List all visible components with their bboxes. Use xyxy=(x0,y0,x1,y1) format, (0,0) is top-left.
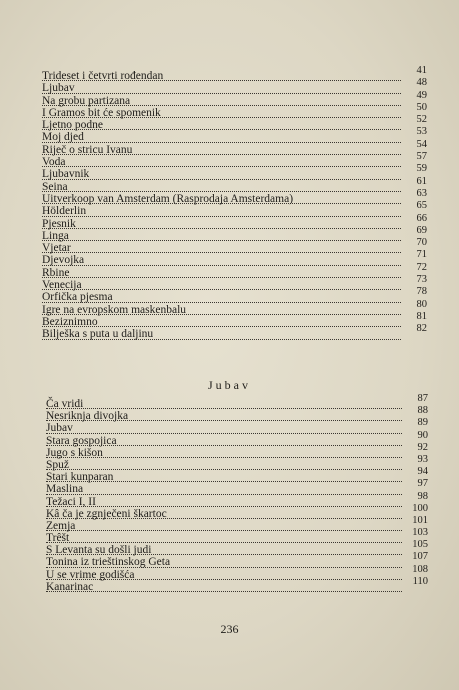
toc-entry-page: 108 xyxy=(412,563,428,575)
toc-entry xyxy=(46,514,428,532)
toc-entry-page: 78 xyxy=(416,286,427,298)
toc-entry-page: 92 xyxy=(417,441,428,453)
toc-entry-page: 87 xyxy=(417,393,428,404)
toc-entry xyxy=(46,441,428,459)
toc-entry-title: Stari kunparan xyxy=(46,471,114,484)
toc-entry xyxy=(46,393,428,410)
dot-leader xyxy=(46,591,402,592)
toc-entry-title: Ljubavnik xyxy=(42,168,90,181)
page-number: 236 xyxy=(220,622,239,636)
toc-entry-page: 57 xyxy=(416,151,427,163)
toc-entry-title: Riječ o stricu Ivanu xyxy=(42,143,133,156)
dot-leader xyxy=(46,530,402,531)
toc-entry-title: Ča vridi xyxy=(46,398,84,410)
toc-entry xyxy=(42,212,427,230)
toc-entry-page: 71 xyxy=(416,249,427,261)
toc-entry xyxy=(46,575,428,593)
toc-entry-title: Moj djed xyxy=(42,131,84,144)
toc-entry xyxy=(42,187,427,205)
toc-entry-page: 98 xyxy=(417,490,428,502)
dot-leader xyxy=(42,228,401,229)
section-heading: Jubav xyxy=(208,378,251,392)
toc-entry-page: 48 xyxy=(416,77,427,89)
toc-entry-title: Hölderlin xyxy=(42,205,87,218)
toc-entry xyxy=(42,101,427,119)
toc-entry-title: Spuž xyxy=(46,458,69,471)
toc-entry xyxy=(46,453,428,471)
toc-entry-page: 69 xyxy=(416,224,427,236)
toc-entry-title: Jugo s kišon xyxy=(46,446,103,459)
toc-entry-page: 90 xyxy=(417,429,428,441)
toc-entry xyxy=(46,563,428,581)
toc-entry-title: Bilješka s puta u daljinu xyxy=(42,328,154,341)
toc-section-2 xyxy=(46,393,428,593)
toc-entry-title: Seina xyxy=(42,180,68,193)
dot-leader xyxy=(46,469,402,470)
toc-entry-title: U se vrime godišća xyxy=(46,568,135,581)
toc-entry-page: 80 xyxy=(416,298,427,310)
dot-leader xyxy=(42,216,401,217)
toc-entry-page: 82 xyxy=(416,323,427,335)
toc-entry-page: 81 xyxy=(416,310,427,322)
dot-leader xyxy=(42,142,401,143)
toc-entry-title: Voda xyxy=(42,156,66,169)
dot-leader xyxy=(42,166,401,167)
toc-entry-title: Venecija xyxy=(42,279,82,292)
dot-leader xyxy=(42,240,401,241)
toc-entry-page: 53 xyxy=(416,126,427,138)
toc-entry-page: 65 xyxy=(416,200,427,212)
toc-entry xyxy=(42,65,427,82)
toc-entry-page: 97 xyxy=(417,478,428,490)
toc-entry-title: Ljubav xyxy=(42,82,75,95)
toc-entry-title: Beziznimno xyxy=(42,315,98,328)
toc-entry-page: 89 xyxy=(417,417,428,429)
toc-entry-page: 63 xyxy=(416,187,427,199)
toc-entry-page: 49 xyxy=(416,89,427,101)
toc-entry-title: Kâ ča je zgnječeni škartoc xyxy=(46,507,167,520)
toc-entry-page: 59 xyxy=(416,163,427,175)
dot-leader xyxy=(42,93,401,94)
toc-entry-page: 72 xyxy=(416,261,427,273)
toc-entry-page: 93 xyxy=(417,453,428,465)
toc-entry-title: I Gramos bit će spomenik xyxy=(42,106,161,119)
toc-entry-title: Orfička pjesma xyxy=(42,291,113,304)
toc-entry xyxy=(46,502,428,520)
toc-entry-page: 73 xyxy=(416,274,427,286)
toc-entry xyxy=(42,261,427,279)
toc-entry-page: 70 xyxy=(416,237,427,249)
toc-entry xyxy=(46,490,428,508)
dot-leader xyxy=(46,433,402,434)
toc-entry-title: Trêšt xyxy=(46,532,70,545)
toc-entry-title: S Levanta su došli judi xyxy=(46,544,152,557)
toc-entry-page: 41 xyxy=(416,65,427,76)
dot-leader xyxy=(42,179,401,180)
toc-entry-page: 105 xyxy=(412,539,428,551)
toc-entry-page: 103 xyxy=(412,527,428,539)
toc-entry-page: 88 xyxy=(417,405,428,417)
toc-entry-title: Linga xyxy=(42,229,69,242)
dot-leader xyxy=(46,494,402,495)
toc-entry xyxy=(42,175,427,193)
toc-entry-title: Jubav xyxy=(46,422,73,435)
toc-entry xyxy=(42,310,427,328)
toc-entry-title: Zemja xyxy=(46,519,76,532)
toc-entry-title: Pjesnik xyxy=(42,217,76,230)
toc-entry-title: Uitverkoop van Amsterdam (Rasprodaja Amsterdama) xyxy=(42,192,294,205)
toc-entry-title: Vjetar xyxy=(42,242,71,255)
dot-leader xyxy=(46,506,402,507)
toc-entry-page: 101 xyxy=(412,514,428,526)
toc-entry xyxy=(42,224,427,242)
toc-entry xyxy=(46,429,428,447)
toc-entry-page: 94 xyxy=(417,466,428,478)
toc-entry-title: Maslina xyxy=(46,483,84,496)
toc-entry xyxy=(42,323,427,341)
toc-entry xyxy=(42,89,427,107)
dot-leader xyxy=(42,252,401,253)
dot-leader xyxy=(42,277,401,278)
toc-entry-page: 66 xyxy=(416,212,427,224)
toc-entry-title: Tonina iz trieštinskog Geta xyxy=(46,556,171,569)
toc-entry-title: Kanarinac xyxy=(46,580,94,593)
toc-entry-title: Nesriknja divojka xyxy=(46,410,129,423)
toc-entry-title: Igre na evropskom maskenbalu xyxy=(42,303,187,316)
toc-entry-title: Djevojka xyxy=(42,254,85,267)
toc-section-1 xyxy=(42,65,427,341)
toc-entry-page: 61 xyxy=(416,175,427,187)
toc-entry xyxy=(42,138,427,156)
toc-entry-title: Trideset i četvrti rođendan xyxy=(42,70,164,82)
toc-entry-title: Stara gospojica xyxy=(46,434,117,447)
toc-entry-page: 107 xyxy=(412,551,428,563)
toc-entry-title: Težaci I, II xyxy=(46,495,96,508)
toc-entry-title: Ljetno podne xyxy=(42,119,103,132)
dot-leader xyxy=(42,191,401,192)
toc-entry-page: 110 xyxy=(412,575,428,587)
dot-leader xyxy=(42,265,401,266)
toc-entry-page: 100 xyxy=(412,502,428,514)
toc-entry-page: 50 xyxy=(416,101,427,113)
toc-entry-page: 54 xyxy=(416,138,427,150)
toc-entry-title: Na grobu partizana xyxy=(42,94,131,107)
toc-entry-title: Rbine xyxy=(42,266,70,279)
toc-entry-page: 52 xyxy=(416,114,427,126)
toc-entry xyxy=(42,298,427,316)
